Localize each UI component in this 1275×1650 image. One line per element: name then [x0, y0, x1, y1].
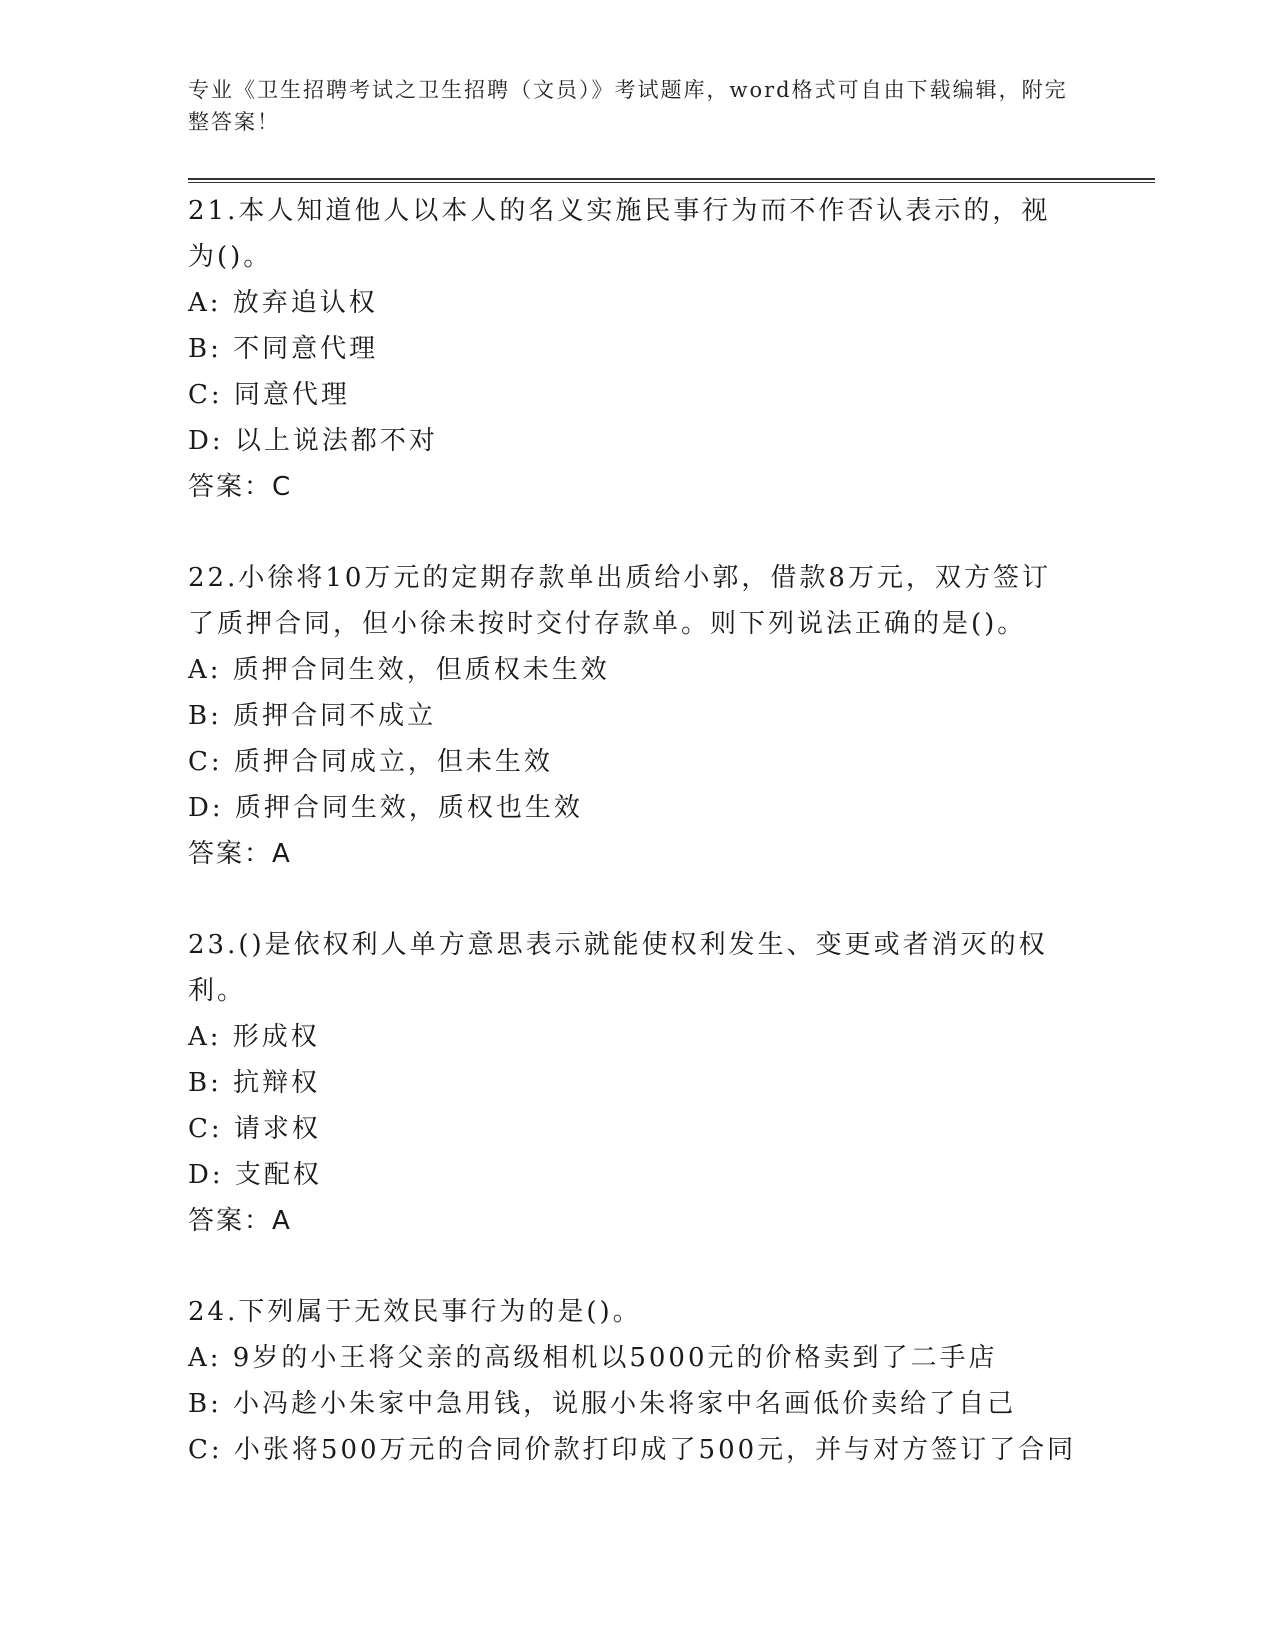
question-22 — [188, 555, 1088, 877]
question-list — [188, 188, 1088, 1518]
option-b: B: 质押合同不成立 — [188, 701, 437, 731]
question-21 — [188, 188, 1088, 510]
answer-line: 答案：A — [188, 1206, 292, 1236]
question-stem: 24.下列属于无效民事行为的是()。 — [188, 1297, 642, 1327]
option-d: D: 以上说法都不对 — [188, 426, 438, 456]
option-b: B: 抗辩权 — [188, 1068, 321, 1098]
option-b: B: 小冯趁小朱家中急用钱，说服小朱将家中名画低价卖给了自己 — [188, 1389, 1017, 1419]
question-23 — [188, 922, 1088, 1244]
option-a: A: 9岁的小王将父亲的高级相机以5000元的价格卖到了二手店 — [188, 1343, 998, 1373]
question-24 — [188, 1289, 1088, 1473]
option-c: C: 质押合同成立，但未生效 — [188, 747, 553, 777]
option-d: D: 支配权 — [188, 1160, 322, 1190]
option-b: B: 不同意代理 — [188, 334, 379, 364]
option-c: C: 请求权 — [188, 1114, 321, 1144]
option-c: C: 同意代理 — [188, 380, 350, 410]
answer-line: 答案：C — [188, 472, 293, 502]
document-header: 专业《卫生招聘考试之卫生招聘（文员）》考试题库，word格式可自由下载编辑，附完整答案！ — [188, 78, 1068, 134]
option-c: C: 小张将500万元的合同价款打印成了500元，并与对方签订了合同 — [188, 1435, 1077, 1465]
option-a: A: 质押合同生效，但质权未生效 — [188, 655, 610, 685]
question-stem: 22.小徐将10万元的定期存款单出质给小郭，借款8万元，双方签订了质押合同，但小徐未按时交付存款单。则下列说法正确的是()。 — [188, 563, 1051, 639]
option-a: A: 形成权 — [188, 1022, 320, 1052]
question-stem: 23.()是依权利人单方意思表示就能使权利发生、变更或者消灭的权利。 — [188, 930, 1048, 1006]
answer-line: 答案：A — [188, 839, 292, 869]
question-stem: 21.本人知道他人以本人的名义实施民事行为而不作否认表示的，视为()。 — [188, 196, 1051, 272]
option-a: A: 放弃追认权 — [188, 288, 378, 318]
option-d: D: 质押合同生效，质权也生效 — [188, 793, 583, 823]
header-divider — [188, 178, 1155, 183]
